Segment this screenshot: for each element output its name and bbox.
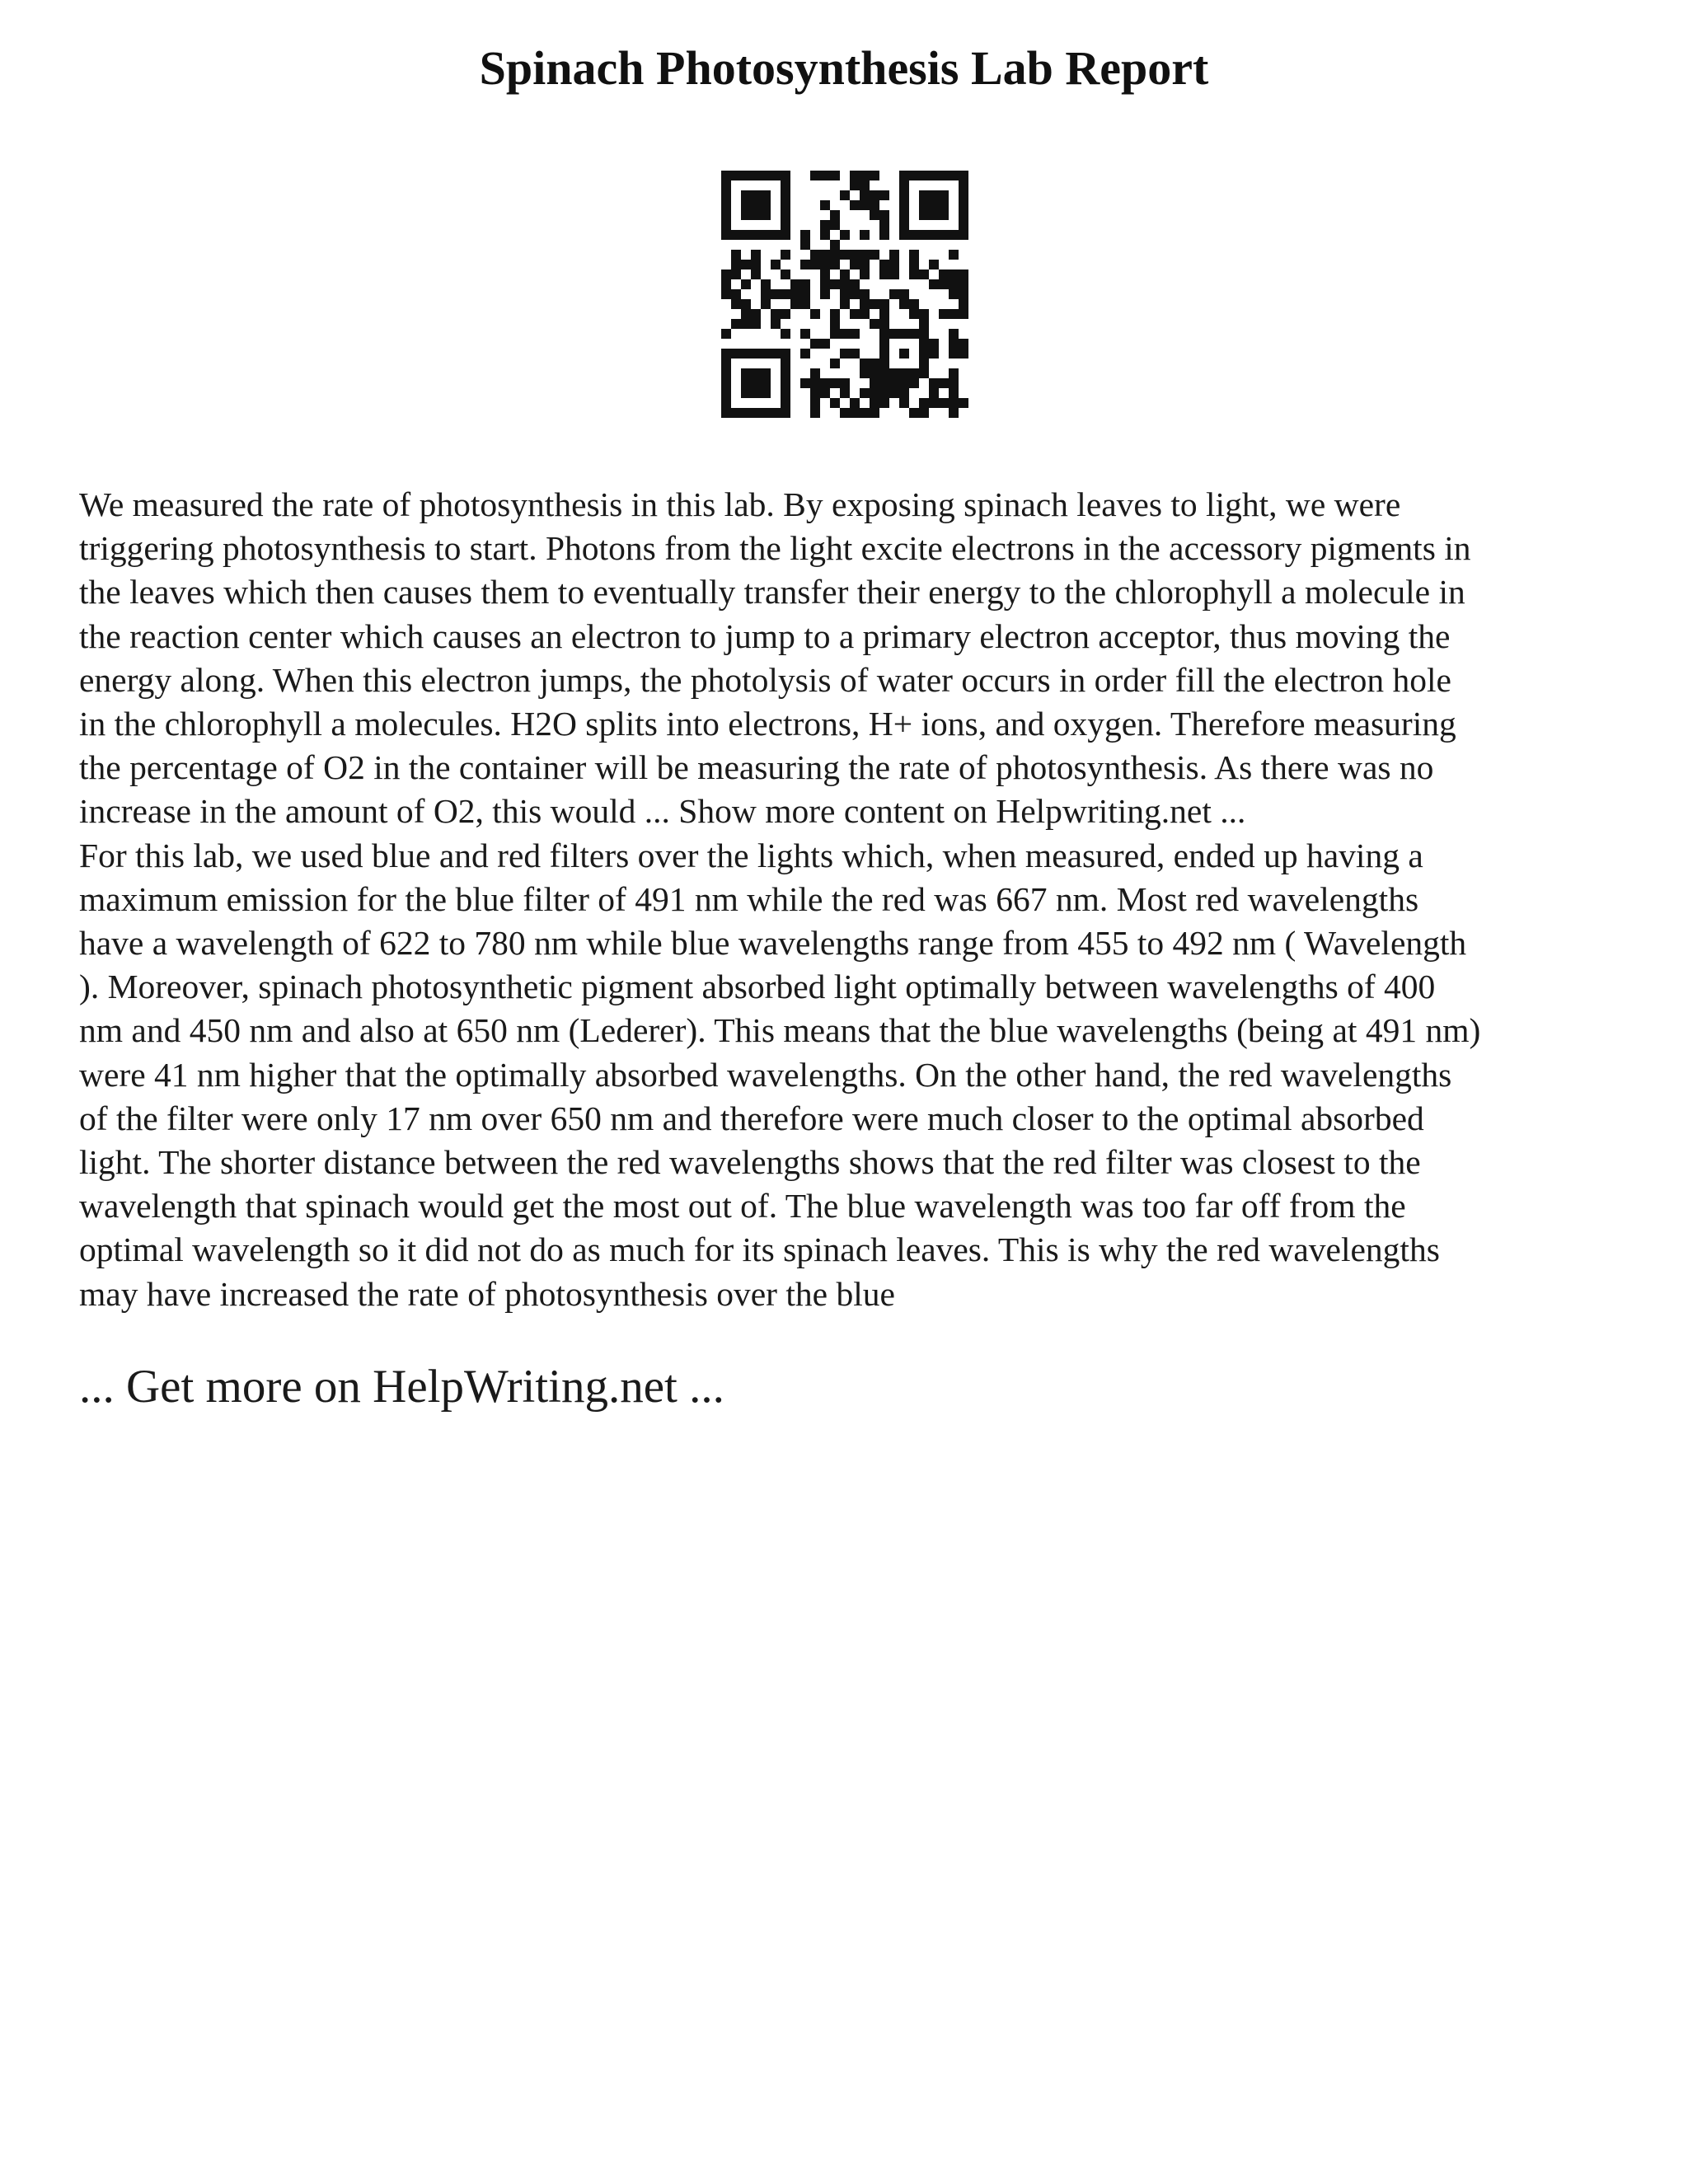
paragraph-intro: We measured the rate of photosynthesis in this lab. By exposing spinach leaves to light, we were triggering photosynthesis to start. Photons from the light excite electrons in the accessory pigments in the leaves which then causes them to eventually transfer their energy to the chlorophyll a molecule in the reaction center which causes an electron to jump to a primary electron acceptor, thus moving the energy along. When this electron jumps, the photolysis of water occurs in order fill the electron hole in the chlorophyll a molecules. H2O splits into electrons, H+ ions, and oxygen. Therefore measuring the percentage of O2 in the container will be measuring the rate of photosynthesis. As there was no increase in the amount of O2, this would ... Show more content on Helpwriting.net ... [79, 485, 1471, 831]
qr-code-icon [721, 171, 968, 418]
page-title: Spinach Photosynthesis Lab Report [479, 41, 1209, 95]
paragraph-filters: For this lab, we used blue and red filters over the lights which, when measured, ended up having a maximum emission for the blue filter of 491 nm while the red was 667 nm. Most red wavelengths have a wavelength of 622 to 780 nm while blue wavelengths range from 455 to 492 nm ( Wavelength ). Moreover, spinach photosynthetic pigment absorbed light optimally between wavelengths of 400 nm and 450 nm and also at 650 nm (Lederer). This means that the blue wavelengths (being at 491 nm) were 41 nm higher that the optimally absorbed wavelengths. On the other hand, the red wavelengths of the filter were only 17 nm over 650 nm and therefore were much closer to the optimal absorbed light. The shorter distance between the red wavelengths shows that the red filter was closest to the wavelength that spinach would get the most out of. The blue wavelength was too far off from the optimal wavelength so it did not do as much for its spinach leaves. This is why the red wavelengths may have increased the rate of photosynthesis over the blue [79, 836, 1481, 1313]
get-more-link[interactable]: ... Get more on HelpWriting.net ... [79, 1361, 724, 1413]
report-body [79, 483, 1620, 1316]
